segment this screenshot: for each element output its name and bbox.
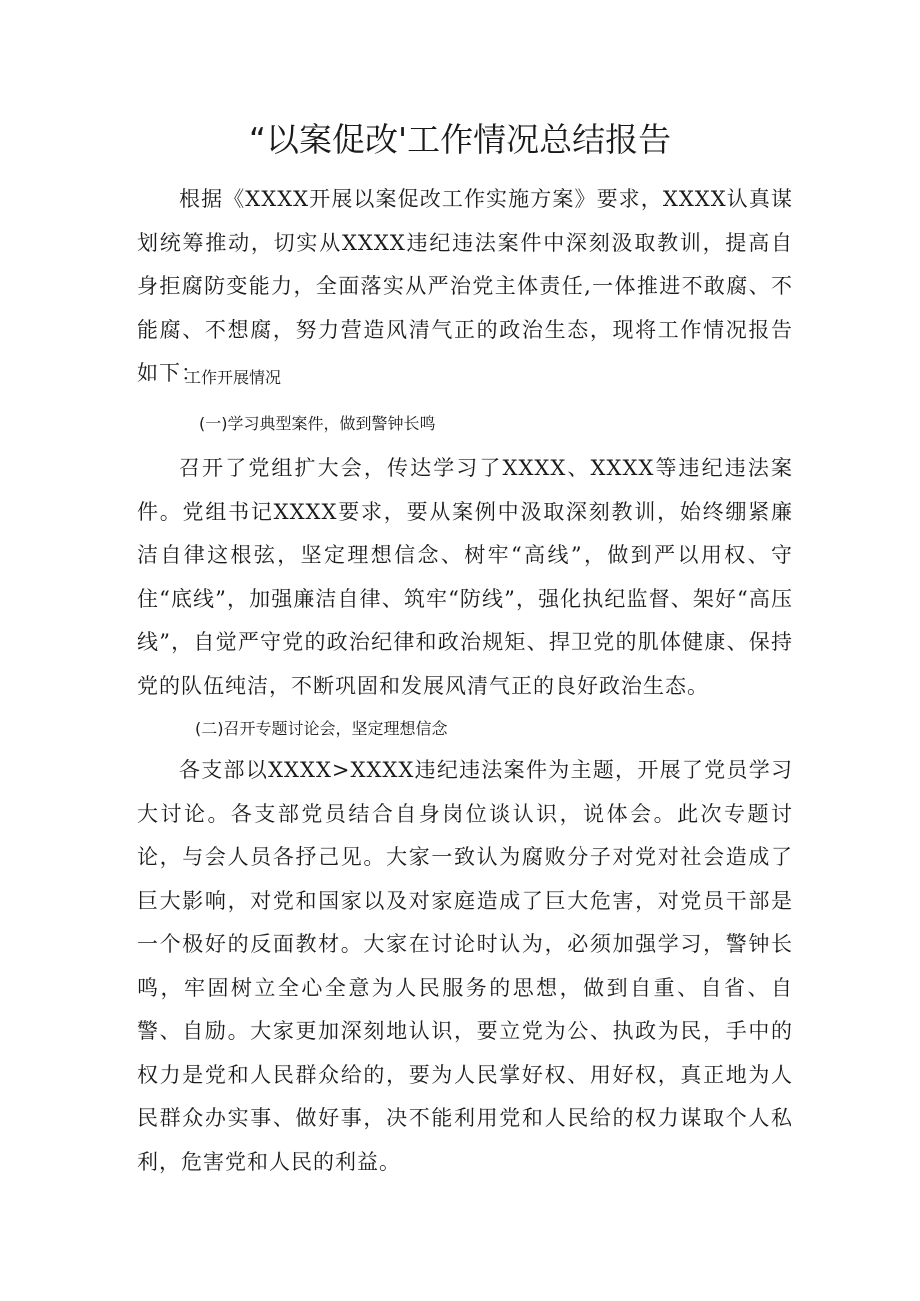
subsection-body-1: 召开了党组扩大会，传达学习了XXXX、XXXX等违纪违法案件。党组书记XXXX要求，要从案例中汲取深刻教训，始终绷紧廉洁自律这根弦，坚定理想信念、树牢“高线”，做到严以用权、守住“底线”，加强廉洁自律、筑牢“防线”，强化执纪监督、架好“高压线”，自觉严守党的政治纪律和政治规矩、捍卫党的肌体健康、保持党的队伍纯洁，不断巩固和发展风清气正的良好政治生态。: [137, 456, 793, 698]
subsection-body-2: 各支部以XXXX>XXXX违纪违法案件为主题，开展了党员学习大讨论。各支部党员结合自身岗位谈认识，说体会。此次专题讨论，与会人员各抒己见。大家一致认为腐败分子对党对社会造成了巨大影响，对党和国家以及对家庭造成了巨大危害，对党员干部是一个极好的反面教材。大家在讨论时认为，必须加强学习，警钟长鸣，牢固树立全心全意为人民服务的思想，做到自重、自省、自警、自励。大家更加深刻地认识，要立党为公、执政为民，手中的权力是党和人民群众给的，要为人民掌好权、用好权，真正地为人民群众办实事、做好事，决不能利用党和人民给的权力谋取个人私利，危害党和人民的利益。: [137, 758, 793, 1174]
section-heading-work-progress: 工作开展情况: [185, 368, 282, 387]
document-title: “以案促改'工作情况总结报告: [248, 120, 672, 159]
subsection-heading-1: (一)学习典型案件，做到警钟长鸣: [199, 414, 436, 433]
subsection-heading-2: (二)召开专题讨论会，坚定理想信念: [195, 719, 448, 738]
intro-paragraph: 根据《XXXX开展以案促改工作实施方案》要求，XXXX认真谋划统筹推动，切实从XXXX违纪违法案件中深刻汲取教训，提高自身拒腐防变能力，全面落实从严治党主体责任,一体推进不敢腐、不能腐、不想腐，努力营造风清气正的政治生态，现将工作情况报告如下：: [137, 187, 793, 385]
